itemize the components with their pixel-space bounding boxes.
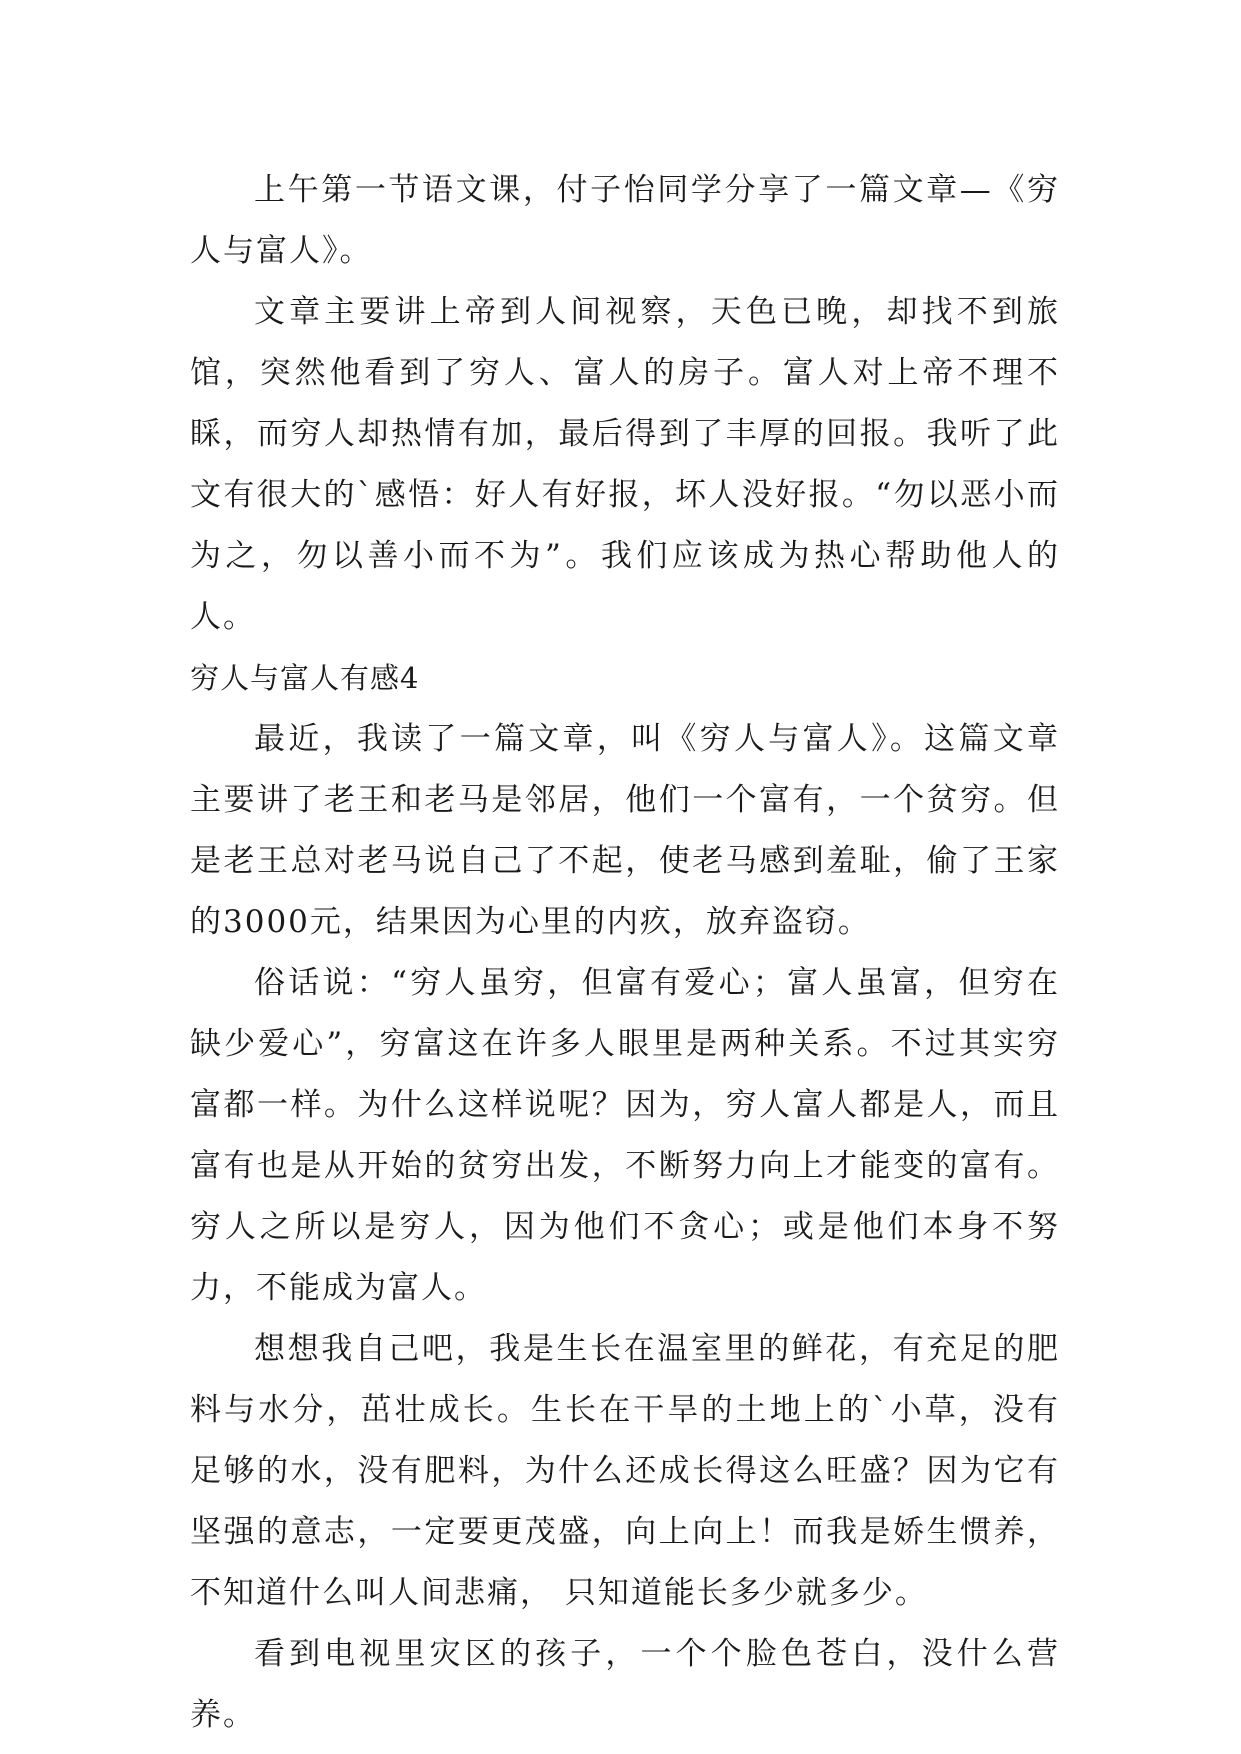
paragraph-self-reflection: 想想我自己吧，我是生长在温室里的鲜花，有充足的肥料与水分，茁壮成长。生长在干旱的土地上的`小草，没有足够的水，没有肥料，为什么还成长得这么旺盛？因为它有坚强的意志，一定要更茂盛，向上向上！而我是娇生惯养，不知道什么叫人间悲痛， 只知道能长多少就多少。: [190, 1331, 1060, 1611]
paragraph-story-summary: 文章主要讲上帝到人间视察，天色已晚，却找不到旅馆，突然他看到了穷人、富人的房子。富人对上帝不理不睬，而穷人却热情有加，最后得到了丰厚的回报。我听了此文有很大的`感悟：好人有好报，坏人没好报。“勿以恶小而为之，勿以善小而不为”。我们应该成为热心帮助他人的人。: [190, 294, 1060, 635]
paragraph-proverb: 俗话说：“穷人虽穷，但富有爱心；富人虽富，但穷在缺少爱心”，穷富这在许多人眼里是两种关系。不过其实穷富都一样。为什么这样说呢？因为，穷人富人都是人，而且富有也是从开始的贫穷出发，不断努力向上才能变的富有。穷人之所以是穷人，因为他们不贪心；或是他们本身不努力，不能成为富人。: [190, 965, 1060, 1306]
paragraph-disaster-children: 看到电视里灾区的孩子，一个个脸色苍白，没什么营养。: [190, 1636, 1060, 1733]
paragraph-recent-reading: 最近，我读了一篇文章，叫《穷人与富人》。这篇文章主要讲了老王和老马是邻居，他们一个富有，一个贫穷。但是老王总对老马说自己了不起，使老马感到羞耻，偷了王家的3000元，结果因为心里的内疚，放弃盗窃。: [190, 721, 1060, 940]
section-heading: 穷人与富人有感4: [190, 661, 420, 695]
document-body: [190, 160, 1060, 1746]
paragraph-class-share: 上午第一节语文课，付子怡同学分享了一篇文章—《穷人与富人》。: [190, 172, 1060, 269]
